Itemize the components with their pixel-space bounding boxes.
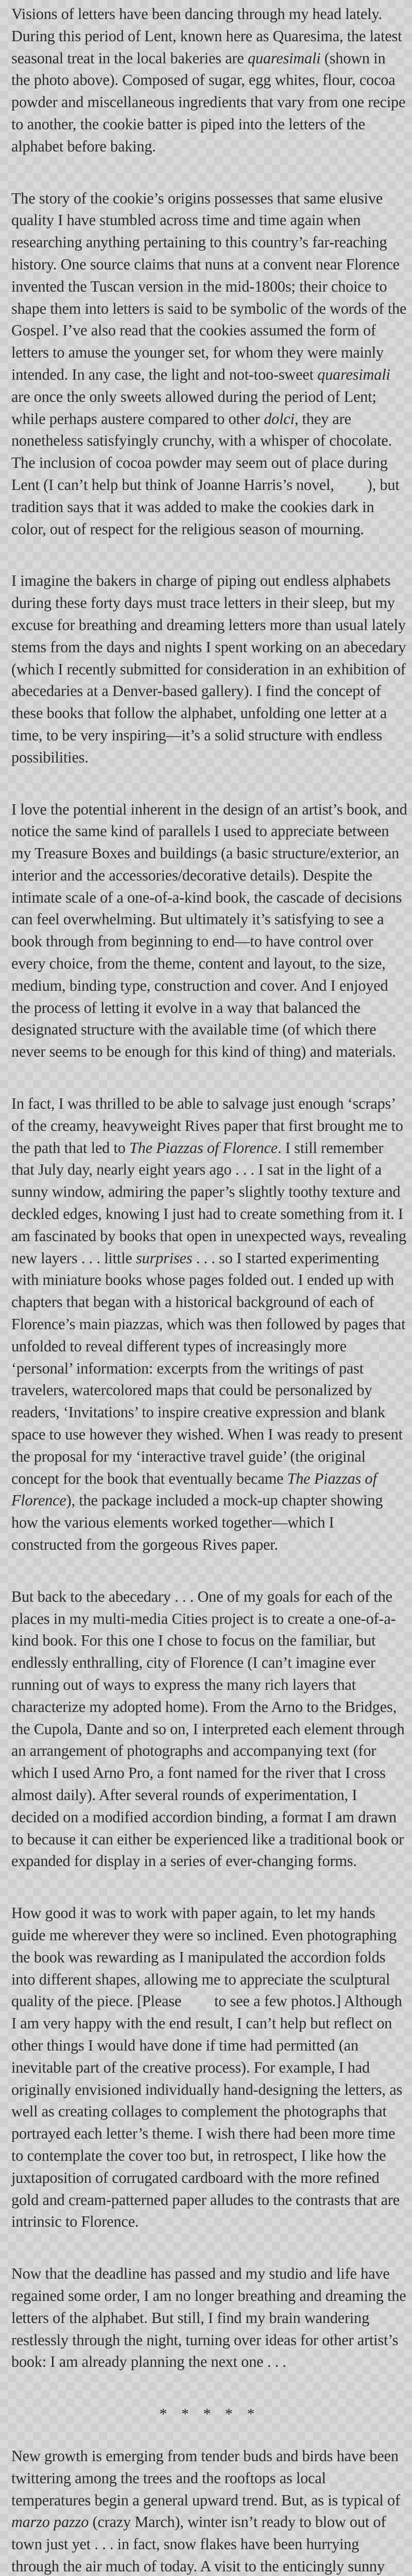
paragraph-8: Now that the deadline has passed and my studio and life have regained some order, I am no longer breathing and dreaming the letters of the alphabet. But still, I find my brain wandering restlessly through the night, turning over ideas for other artist’s book: I am already planning the next one . . . bbox=[11, 2265, 406, 2371]
paragraph-4: I love the potential inherent in the design of an artist’s book, and notice the same kind of parallels I used to appreciate between my Treasure Boxes and buildings (a basic structure/exterior, an interior and the accessories/decorative details). Despite the intimate scale of a one-of-a-kind book, the cascade of decisions can feel overwhelming. But ultimately it’s satisfying to see a book through from beginning to end—to have control over every choice, from the theme, content and layout, to the size, medium, binding type, construction and cover. And I enjoyed the process of letting it evolve in a way that balanced the designated structure with the available time (of which there never seems to be enough for this kind of thing) and materials. bbox=[11, 800, 407, 1061]
text: ), the package included a mock-up chapter showing how the various elements worked together—which I constructed from the gorgeous Rives paper. bbox=[11, 1492, 383, 1553]
text: . . . so I started experimenting with miniature books whose pages folded out. I ended up with chapters that began with a historical background of each of Florence’s main piazzas, which was then followed by pages that unfolded to reveal different types of increasingly more ‘personal’ information: excerpts from the writings of past travelers, watercolored maps that could be personalized by readers, ‘Invitations’ to inspire creative expression and blank space to use however they wished. When I was ready to present the proposal for my ‘interactive travel guide’ (the original concept for the book that eventually became bbox=[11, 1249, 406, 1487]
text: How good it was to work with paper again, to let my hands guide me wherever they were so inclined. Even photographing the book was rewarding as I manipulated the accordion folds into different shapes, allowing me to appreciate the sculptural quality of the piece. [Please bbox=[11, 1904, 397, 2010]
paragraph-1 bbox=[11, 3, 408, 158]
text: . I still remember that July day, nearly eight years ago . . . I sat in the light of a sunny window, admiring the paper’s slightly toothy texture and deckled edges, knowing I just had to create something from it. I am fascinated by books that open in unexpected ways, revealing new layers . . . little bbox=[11, 1139, 406, 1267]
italic-term: quaresimali bbox=[248, 49, 321, 67]
italic-term: dolci bbox=[264, 410, 295, 428]
text: ), but tradition says that it was added to make the cookies dark in color, out of respect for the religious season of mourning. bbox=[11, 476, 400, 538]
italic-title: The Piazzas of Florence bbox=[129, 1139, 278, 1157]
text: In fact, I was thrilled to be able to salvage just enough ‘scraps’ of the creamy, heavyweight Rives paper that first brought me to the path that led to bbox=[11, 1095, 403, 1157]
italic-term: quaresimali bbox=[317, 365, 390, 383]
text: (shown in the photo above). Composed of sugar, egg whites, flour, cocoa powder and miscellaneous ingredients that vary from one recipe to another, the cookie batter is piped into the letters of the alphabet before baking. bbox=[11, 49, 406, 155]
italic-term: marzo pazzo bbox=[11, 2513, 89, 2531]
paragraph-5 bbox=[11, 1093, 408, 1556]
article-body bbox=[11, 3, 408, 2576]
italic-title: The Piazzas of Florence bbox=[11, 1469, 377, 1510]
section-divider: * * * * * bbox=[159, 2405, 260, 2423]
text: Visions of letters have been dancing through my head lately. During this period of Lent, known here as Quaresima, the latest seasonal treat in the local bakeries are bbox=[11, 5, 402, 67]
text: are once the only sweets allowed during the period of Lent; while perhaps austere compared to other bbox=[11, 387, 376, 428]
text: New growth is emerging from tender buds and birds have been twittering among the trees and the rooftops as local temperatures begin a general upward trend. But, as is typical of bbox=[11, 2447, 400, 2509]
text: , they are nonetheless satisfyingly crunchy, with a whisper of chocolate. The inclusion of cocoa powder may seem out of place during Lent (I can’t help but think of Joanne Harris’s novel, bbox=[11, 410, 392, 494]
text: (crazy March), winter isn’t ready to blow out of town just yet . . . in fact, snow flakes have been hurrying through the air much of today. A visit to the enticingly sunny bbox=[11, 2513, 386, 2575]
italic-term: surprises bbox=[136, 1249, 193, 1267]
paragraph-6: But back to the abecedary . . . One of my goals for each of the places in my multi-media Cities project is to create a one-of-a-kind book. For this one I chose to focus on the familiar, but endlessly enthralling, city of Florence (I can’t imagine ever running out of ways to express the many rich layers that characterize my adopted home). From the Arno to the Bridges, the Cupola, Dante and so on, I interpreted each element through an arrangement of photographs and accompanying text (for which I used Arno Pro, a font named for the river that I cross almost daily). After several rounds of experimentation, I decided on a modified accordion binding, a format I am drawn to because it can either be experienced like a traditional book or expanded for display in a series of ever-changing forms. bbox=[11, 1587, 405, 1870]
paragraph-2 bbox=[11, 188, 408, 540]
text: The story of the cookie’s origins possesses that same elusive quality I have stumbled across time and time again when researching anything pertaining to this country’s far-reaching history. One source claims that nuns at a convent near Florence invented the Tuscan version in the mid-1800s; their choice to shape them into letters is said to be symbolic of the words of the Gospel. I’ve also read that the cookies assumed the form of letters to amuse the younger set, for whom they were mainly intended. In any case, the light and not-too-sweet bbox=[11, 189, 407, 383]
paragraph-9 bbox=[11, 2445, 408, 2576]
text: to see a few photos.] Although I am very happy with the end result, I can’t help but reflect on other things I would have done if time had permitted (an inevitable part of the creative process). For example, I had originally envisioned individually hand-designing the letters, as well as creating collages to complement the photographs that portrayed each letter’s theme. I wish there had been more time to contemplate the cover too but, in retrospect, I like how the juxtaposition of corrugated cardboard with the more refined gold and cream-patterned paper alludes to the contrasts that are intrinsic to Florence. bbox=[11, 1992, 403, 2231]
paragraph-3: I imagine the bakers in charge of piping out endless alphabets during these forty days must trace letters in their sleep, but my excuse for breathing and dreaming letters more than usual lately stems from the days and nights I spent working on an abecedary (which I recently submitted for consideration in an exhibition of abecedaries at a Denver-based gallery). I find the concept of these books that follow the alphabet, unfolding one letter at a time, to be very inspiring—it’s a solid structure with endless possibilities. bbox=[11, 572, 406, 766]
paragraph-7 bbox=[11, 1902, 408, 2233]
